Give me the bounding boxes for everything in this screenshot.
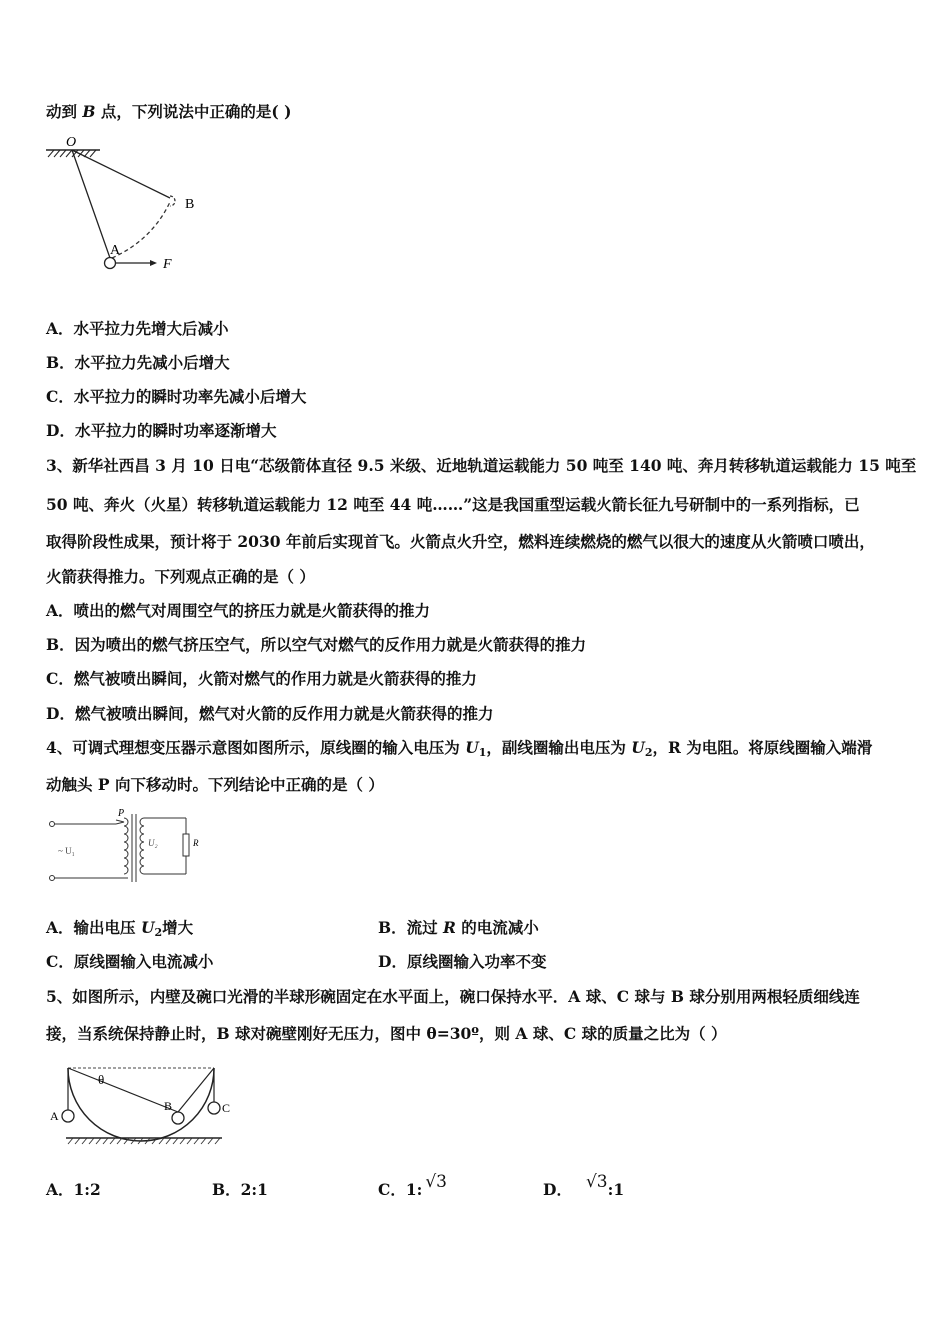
q3-line-4: 火箭获得推力。下列观点正确的是（ ） — [46, 567, 315, 586]
bowl-figure — [44, 1060, 244, 1150]
sqrt3-c: √3 — [425, 1172, 447, 1192]
ball-c — [208, 1102, 220, 1114]
q5-option-d: D． √3:1 — [543, 1172, 625, 1199]
q3-option-c: C．燃气被喷出瞬间，火箭对燃气的作用力就是火箭获得的推力 — [46, 669, 477, 688]
q2-option-d: D．水平拉力的瞬时功率逐渐增大 — [46, 421, 277, 440]
ball-b — [170, 196, 175, 206]
label-u1: ~ U₁ — [58, 846, 75, 856]
q4-option-a: A．输出电压 $U_2$增大 — [46, 918, 194, 939]
q5-option-b: B．2:1 — [212, 1180, 268, 1199]
resistor-r — [183, 834, 189, 856]
ball-b — [172, 1112, 184, 1124]
q5-option-c: C．1: √3 — [378, 1172, 447, 1199]
label-a: A — [110, 243, 121, 258]
label-o: O — [66, 135, 77, 150]
pendulum-figure — [40, 130, 220, 280]
label-a: A — [50, 1109, 59, 1123]
transformer-figure — [44, 806, 204, 886]
ball-a — [62, 1110, 74, 1122]
q2-option-a: A．水平拉力先增大后减小 — [46, 319, 229, 338]
q4-line-1: 4、可调式理想变压器示意图如图所示，原线圈的输入电压为 $U_1$，副线圈输出电压为 $U_2$，R 为电阻。将原线圈输入端滑 — [46, 738, 873, 759]
q4-option-b: B．流过 R 的电流减小 — [378, 918, 539, 937]
q3-option-d: D．燃气被喷出瞬间，燃气对火箭的反作用力就是火箭获得的推力 — [46, 704, 494, 723]
q5-line-1: 5、如图所示，内壁及碗口光滑的半球形碗固定在水平面上，碗口保持水平．A 球、C 球与 B 球分别用两根轻质细线连 — [46, 987, 860, 1006]
q5-option-a: A．1:2 — [46, 1180, 101, 1199]
q2-stem-end: 动到 B 点，下列说法中正确的是( ) — [46, 102, 292, 121]
q5-line-2: 接，当系统保持静止时，B 球对碗壁刚好无压力，图中 θ=30º，则 A 球、C 球的质量之比为（ ） — [46, 1024, 727, 1043]
label-p: P — [118, 808, 125, 819]
label-u2: U₂ — [148, 838, 158, 848]
q2-option-b: B．水平拉力先减小后增大 — [46, 353, 230, 372]
q4-option-d: D．原线圈输入功率不变 — [378, 952, 547, 971]
q3-line-1: 3、新华社西昌 3 月 10 日电“芯级箭体直径 9.5 米级、近地轨道运载能力 50 吨至 140 吨、奔月转移轨道运载能力 15 吨至 — [46, 456, 917, 475]
q3-line-2: 50 吨、奔火（火星）转移轨道运载能力 12 吨至 44 吨……”这是我国重型运载火箭长征九号研制中的一系列指标，已 — [46, 495, 860, 514]
q3-option-a: A．喷出的燃气对周围空气的挤压力就是火箭获得的推力 — [46, 601, 431, 620]
label-b: B — [185, 197, 195, 212]
q3-line-3: 取得阶段性成果，预计将于 2030 年前后实现首飞。火箭点火升空，燃料连续燃烧的燃气以很大的速度从火箭喷口喷出， — [46, 532, 875, 551]
q4-option-c: C．原线圈输入电流减小 — [46, 952, 214, 971]
ball-a — [105, 258, 116, 269]
label-b: B — [164, 1099, 173, 1113]
label-theta: θ — [98, 1072, 105, 1087]
label-f: F — [163, 257, 172, 272]
q4-line-2: 动触头 P 向下移动时。下列结论中正确的是（ ） — [46, 775, 384, 794]
q2-option-c: C．水平拉力的瞬时功率先减小后增大 — [46, 387, 307, 406]
label-c: C — [222, 1101, 231, 1115]
sqrt3-d: √3 — [585, 1172, 608, 1192]
label-r: R — [193, 838, 199, 848]
q3-option-b: B．因为喷出的燃气挤压空气，所以空气对燃气的反作用力就是火箭获得的推力 — [46, 635, 587, 654]
